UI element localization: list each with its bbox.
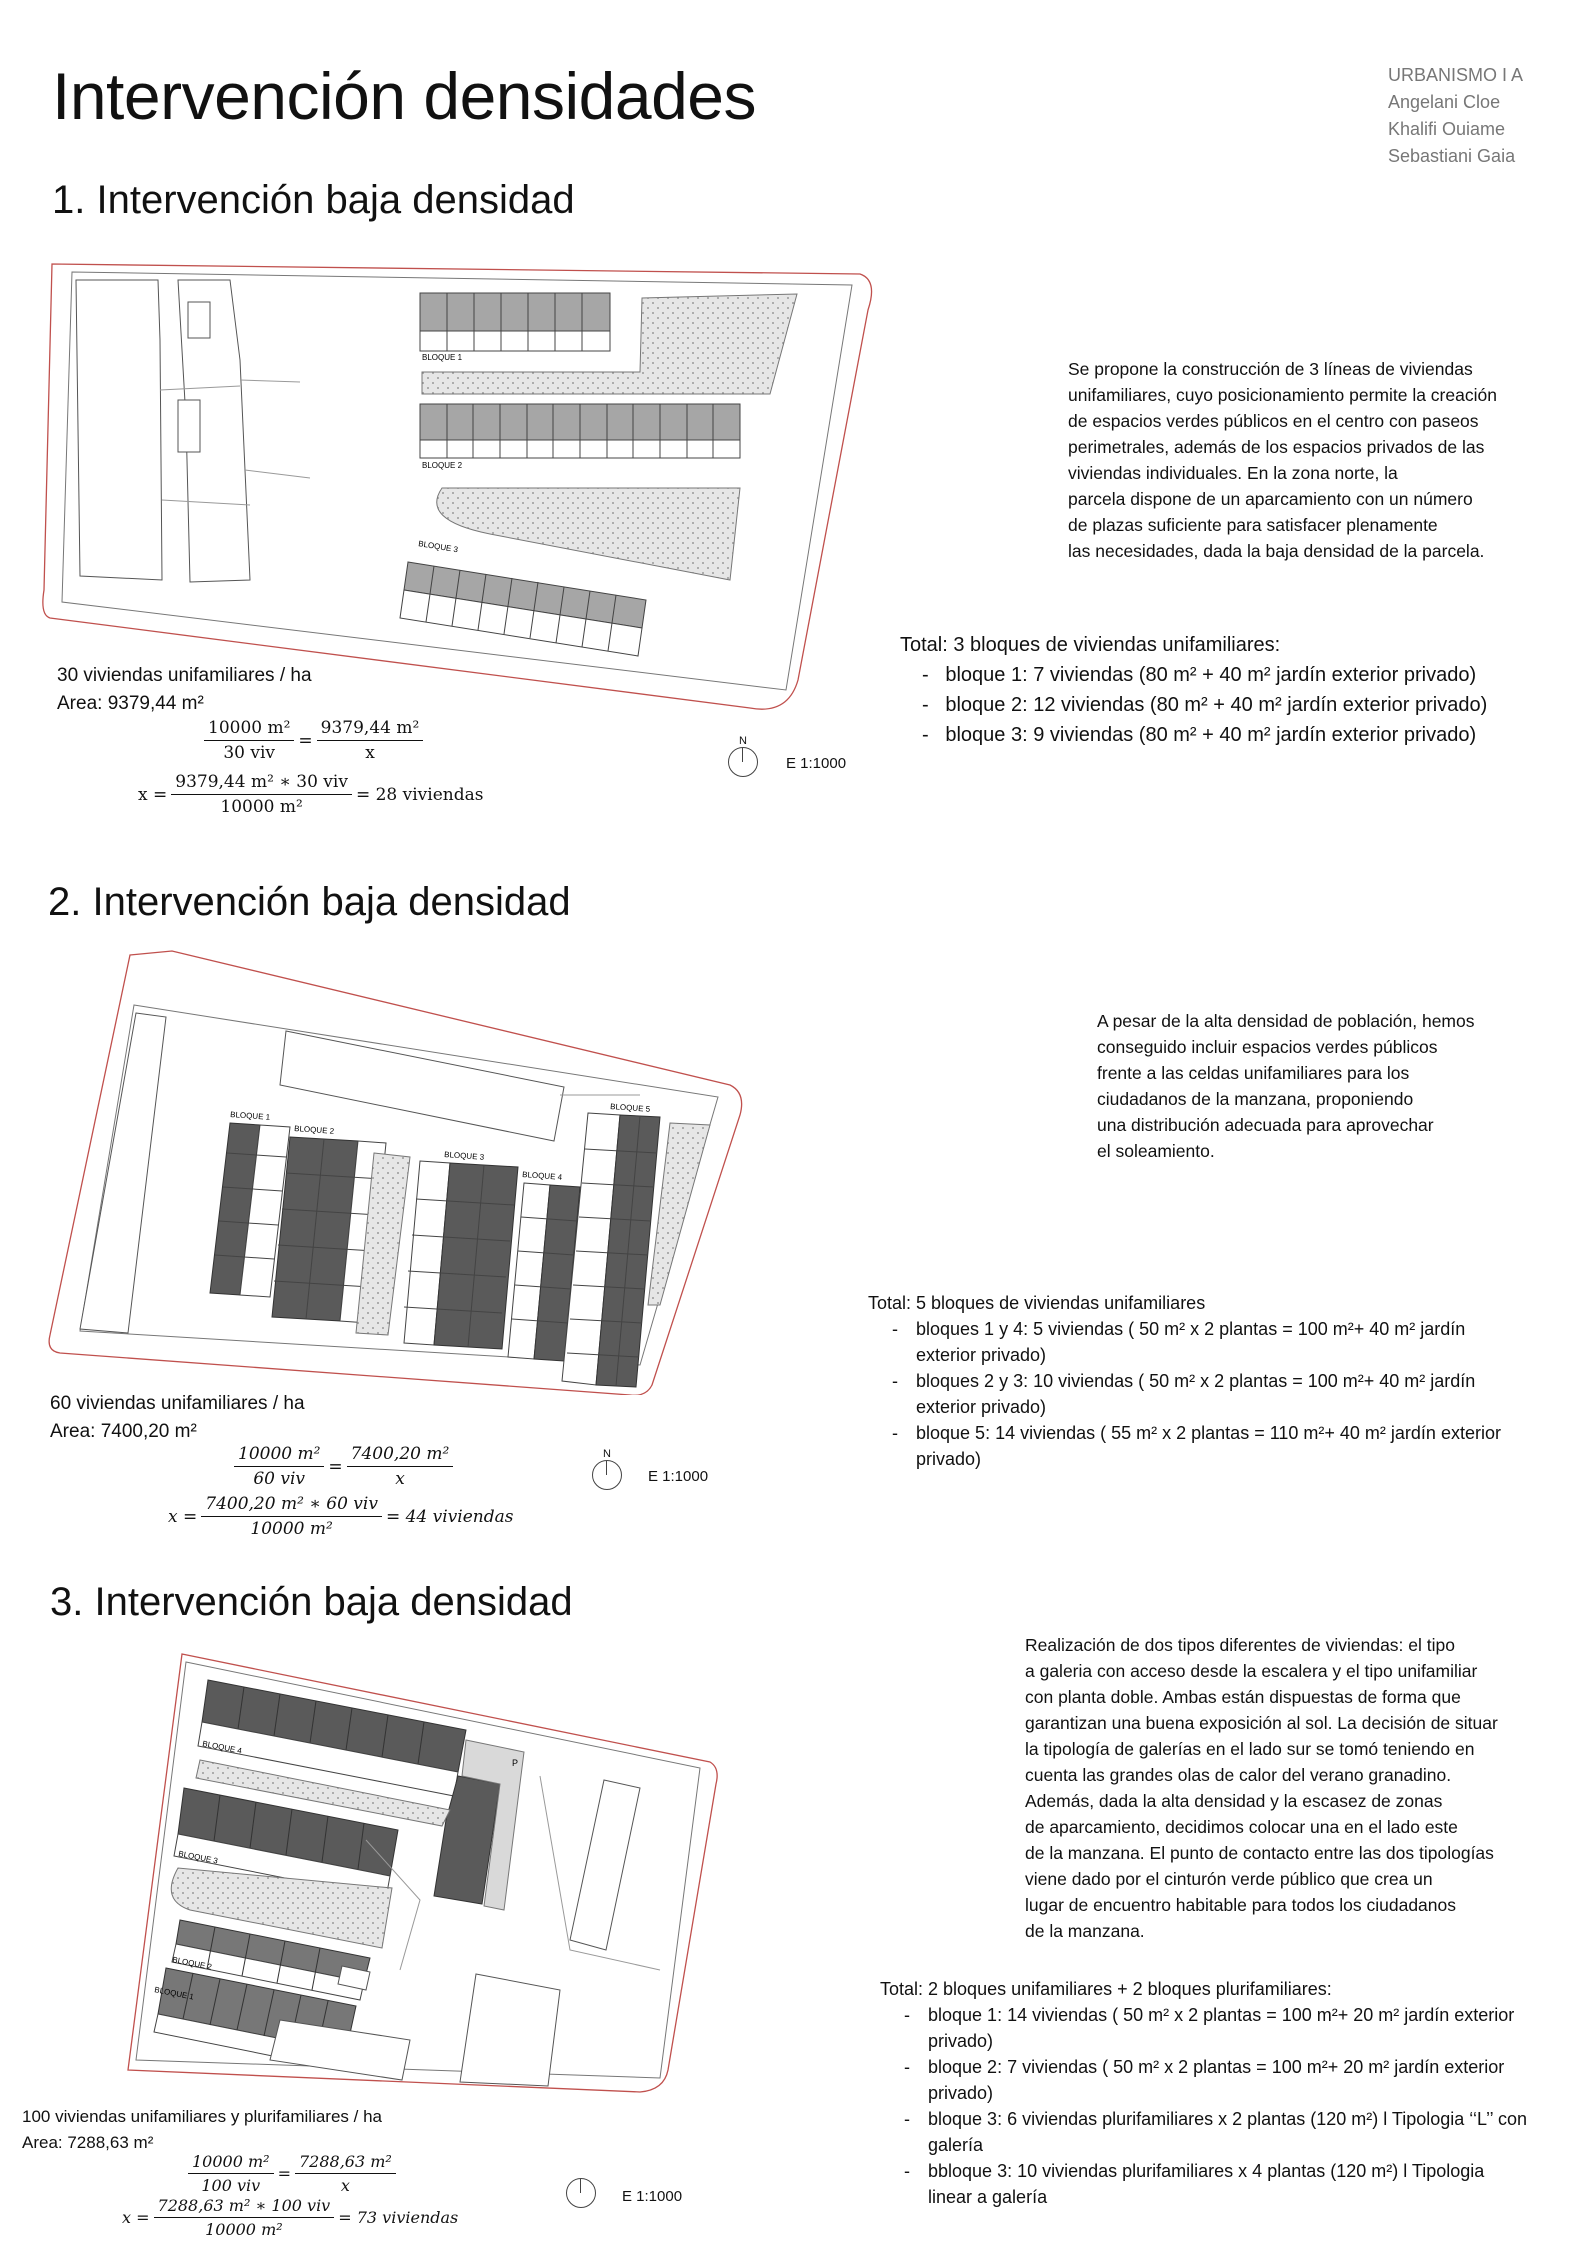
section-3-formula-ratio: $\frac{\text{10000 m²}}{\text{100 viv}}$ = $\frac{\text{7288,63 m²}}{x}$ — [184, 2152, 400, 2195]
section-3-description: Realización de dos tipos diferentes de viviendas: el tipo a galeria con acceso desde la escalera y el tipo unifamiliar con planta doble. Ambas están dispuestas de forma que garantizan una buena exposición al sol. La decisión de situar la tipología de galerías en el lado sur se tomó teniendo en cuenta las grandes olas de calor del verano granadino. Además, dada la alta densidad y la escasez de zonas de aparcamiento, decidimos colocar una en el lado este de la manzana. El punto de contacto entre las dos tipologías viene dado por el cinturón verde público que crea un lugar de encuentro habitable para todos los ciudadanos de la manzana. — [1025, 1635, 1498, 1941]
svg-text:BLOQUE 1: BLOQUE 1 — [229, 1110, 271, 1122]
totals-item: - bloque 5: 14 viviendas ( 55 m² x 2 plantas = 110 m²+ 40 m² jardín exterior privado) — [892, 1423, 1501, 1469]
existing-building — [280, 1031, 564, 1141]
north-arrow-icon — [566, 2178, 596, 2208]
section-1-description: Se propone la construcción de 3 líneas de viviendas unifamiliares, cuyo posicionamiento permite la creación de espacios verdes públicos en el centro con paseos perimetrales, además de los espacios privados de las viviendas individuales. En la zona norte, la parcela dispone de un aparcamiento con un número de plazas suficiente para satisfacer plenamente las necesidades, dada la baja densidad de la parcela. — [1068, 359, 1497, 561]
svg-text:BLOQUE 5: BLOQUE 5 — [609, 1102, 651, 1114]
svg-text:P: P — [512, 1758, 519, 1768]
totals-item: - bbloque 3: 10 viviendas plurifamiliares x 4 plantas (120 m²) l Tipologia linear a galería — [904, 2161, 1485, 2207]
section-3-calculation — [22, 2104, 382, 2156]
credits — [1388, 62, 1523, 170]
course-name: URBANISMO I A — [1388, 65, 1524, 85]
section-2-formula-result: x = $\frac{\text{7400,20 m² ∗ 60 viv}}{\text{10000 m²}}$ = 44 viviendas — [168, 1494, 514, 1539]
section-3-formula-result: x = $\frac{\text{7288,63 m² ∗ 100 viv}}{\text{10000 m²}}$ = 73 viviendas — [122, 2196, 459, 2239]
totals-item: - bloque 2: 12 viviendas (80 m² + 40 m² jardín exterior privado) — [922, 694, 1488, 716]
section-3-title: 3. Intervención baja densidad — [50, 1580, 573, 1624]
svg-text:BLOQUE 3: BLOQUE 3 — [417, 539, 459, 555]
totals-title: Total: 2 bloques unifamiliares + 2 bloques plurifamiliares: — [880, 1979, 1332, 1999]
totals-title: Total: 5 bloques de viviendas unifamiliares — [868, 1293, 1206, 1313]
area-label: Area: 7288,63 m² — [22, 2133, 154, 2152]
existing-building — [570, 1780, 640, 1950]
author-2: Khalifi Ouiame — [1388, 119, 1506, 139]
section-1-totals — [900, 630, 1487, 750]
existing-building — [460, 1974, 560, 2086]
section-1-formula-ratio: $\frac{\text{10000 m²}}{\text{30 viv}}$ = $\frac{\text{9379,44 m²}}{x}$ — [200, 718, 427, 763]
section-2-totals — [868, 1290, 1501, 1472]
svg-text:BLOQUE 2: BLOQUE 2 — [293, 1124, 335, 1136]
density-label: 100 viviendas unifamiliares y plurifamiliares / ha — [22, 2107, 382, 2126]
svg-text:BLOQUE 4: BLOQUE 4 — [521, 1170, 563, 1182]
svg-text:BLOQUE 3: BLOQUE 3 — [443, 1150, 485, 1162]
area-label: Area: 9379,44 m² — [57, 693, 204, 714]
author-1: Angelani Cloe — [1388, 92, 1501, 112]
svg-text:BLOQUE 1: BLOQUE 1 — [153, 1985, 195, 2002]
scale-label: E 1:1000 — [622, 2188, 683, 2205]
section-2-calculation — [50, 1390, 305, 1446]
section-3-totals — [880, 1976, 1527, 2210]
totals-item: - bloque 3: 9 viviendas (80 m² + 40 m² jardín exterior privado) — [922, 724, 1477, 746]
totals-item: - bloque 2: 7 viviendas ( 50 m² x 2 plantas = 100 m²+ 20 m² jardín exterior privado) — [904, 2057, 1505, 2103]
density-label: 30 viviendas unifamiliares / ha — [57, 665, 312, 686]
north-arrow-icon: N — [592, 1448, 622, 1490]
totals-title: Total: 3 bloques de viviendas unifamiliares: — [900, 634, 1281, 656]
section-2-description: A pesar de la alta densidad de población, hemos conseguido incluir espacios verdes públicos frente a las celdas unifamiliares para los ciudadanos de la manzana, proponiendo una distribución adecuada para aprovechar el soleamiento. — [1097, 1011, 1475, 1161]
existing-building — [80, 1013, 166, 1333]
svg-text:BLOQUE 3: BLOQUE 3 — [177, 1849, 219, 1866]
area-label: Area: 7400,20 m² — [50, 1421, 197, 1442]
density-label: 60 viviendas unifamiliares / ha — [50, 1393, 305, 1414]
svg-text:BLOQUE 2: BLOQUE 2 — [171, 1955, 213, 1972]
scale-label: E 1:1000 — [786, 755, 847, 772]
site-plan-3 — [120, 1650, 720, 2100]
section-1-formula-result: x = $\frac{\text{9379,44 m² ∗ 30 viv}}{\text{10000 m²}}$ = 28 viviendas — [138, 772, 484, 817]
bloque-3 — [404, 1150, 518, 1349]
author-3: Sebastiani Gaia — [1388, 146, 1516, 166]
totals-item: - bloque 1: 14 viviendas ( 50 m² x 2 plantas = 100 m²+ 20 m² jardín exterior privado) — [904, 2005, 1515, 2051]
existing-building — [76, 280, 162, 580]
page-title: Intervención densidades — [52, 59, 756, 133]
section-1-title: 1. Intervención baja densidad — [52, 178, 575, 222]
totals-item: - bloque 1: 7 viviendas (80 m² + 40 m² jardín exterior privado) — [922, 664, 1477, 686]
bloque-2 — [420, 404, 740, 470]
bloque-5 — [562, 1102, 660, 1387]
svg-text:BLOQUE 1: BLOQUE 1 — [422, 353, 463, 362]
section-2-formula-ratio: $\frac{\text{10000 m²}}{\text{60 viv}}$ = $\frac{\text{7400,20 m²}}{x}$ — [230, 1444, 457, 1489]
totals-item: - bloque 3: 6 viviendas plurifamiliares x 2 plantas (120 m²) l Tipologia ‘‘L’’ con galería — [904, 2109, 1527, 2155]
svg-text:BLOQUE 2: BLOQUE 2 — [422, 461, 463, 470]
north-arrow-icon: N — [728, 735, 758, 777]
site-plan-1 — [40, 250, 880, 720]
totals-item: - bloques 2 y 3: 10 viviendas ( 50 m² x 2 plantas = 100 m²+ 40 m² jardín exterior privado) — [892, 1371, 1476, 1417]
svg-text:BLOQUE 4: BLOQUE 4 — [201, 1739, 243, 1756]
site-plan-2 — [40, 945, 760, 1395]
section-1-calculation — [57, 662, 312, 718]
green-space — [437, 488, 740, 580]
existing-building — [270, 2020, 410, 2080]
scale-label: E 1:1000 — [648, 1468, 709, 1485]
bloque-1 — [420, 293, 610, 362]
section-2-title: 2. Intervención baja densidad — [48, 880, 571, 924]
totals-item: - bloques 1 y 4: 5 viviendas ( 50 m² x 2 plantas = 100 m²+ 40 m² jardín exterior privado) — [892, 1319, 1466, 1365]
